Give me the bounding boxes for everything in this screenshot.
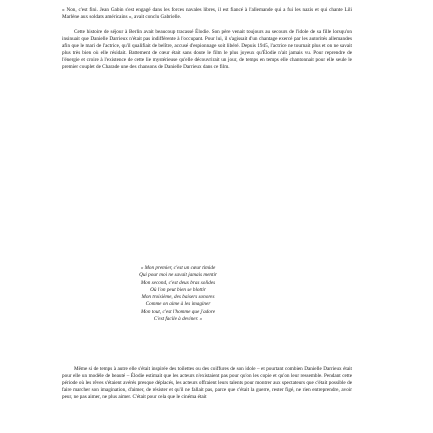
paragraph-text: Même si de temps à autre elle s'était inspirée des toilettes ou des coiffures de son idole – et pourtant combien Danielle Darrieux était pour elle un modèle de beauté – Élodie estimait que les acteurs n'existaient pas pour qu'on les copie et qu'on leur ressemble. Pendant cette période où les rêves s'étaient avérés presque déplacés, les acteurs offraient leurs talents pour montrer aux spectateurs que c'était possible de faire marcher son imagination, d'aimer, de résister et qu'il ne fallait pas, parce que c'était la guerre, rester figé, ne rien entreprendre, avoir peur, ne pas aimer, ne plus aimer. C'était pour cela que le cinéma était [62, 366, 352, 401]
lyric-line: Mon second, c'est deux bras solides [140, 279, 216, 286]
lyric-line: « Mon premier, c'est un cœur timide [140, 265, 216, 271]
paragraph-text: Cette histoire de séjour à Berlin avait beaucoup tracassé Élodie. Son père venait toujours au secours de l'idole de sa fille lorsqu'on insinuait que Danielle Darrieux n'était pas indifférente à l'occupant. Pour lui, il s'agissait d'un chantage exercé par les autorités allemandes afin que le mari de l'actrice, qu'il qualifiait de belître, accusé d'espionnage soit libéré. Depuis 1945, l'actrice ne tournait plus et on ne savait plus très bien où elle résidait. Battement de cœur était sans doute le film le plus joyeux qu'Élodie n'ait jamais vu. Pour reprendre de l'énergie et croire à l'existence de cette lie mystérieuse qu'elle découvrirait un jour, de temps en temps elle chantonnait pour elle seule le premier couplet de Charade une des chansons de Danielle Darrieux dans ce film. [62, 29, 352, 71]
lyric-line: Comme on aime à les imaginer [145, 301, 211, 308]
paragraph-actors-reflection [62, 366, 352, 401]
paragraph-text: « Non, c'est fini. Jean Gabin s'est engagé dans les forces navales libres, il est fiancé à l'allemande qui a fui les nazis et qui chante Lili Marlène aux soldats américains », avait conclu Gabrielle. [62, 7, 352, 21]
lyric-line: C'est facile à deviner. » [153, 316, 203, 323]
lyric-line: Qui pour moi ne savait jamais mentir [139, 272, 217, 279]
lyric-line: Où l'on peut bien se blottir [150, 286, 206, 293]
paragraph-elodie-story [62, 29, 352, 71]
paragraph-opening-quote [62, 7, 352, 21]
song-lyrics-charade [93, 265, 263, 323]
lyric-line: Mon tout, c'est l'homme que j'adore [140, 308, 216, 315]
lyric-line: Mon troisième, des baisers sonores [141, 294, 215, 301]
